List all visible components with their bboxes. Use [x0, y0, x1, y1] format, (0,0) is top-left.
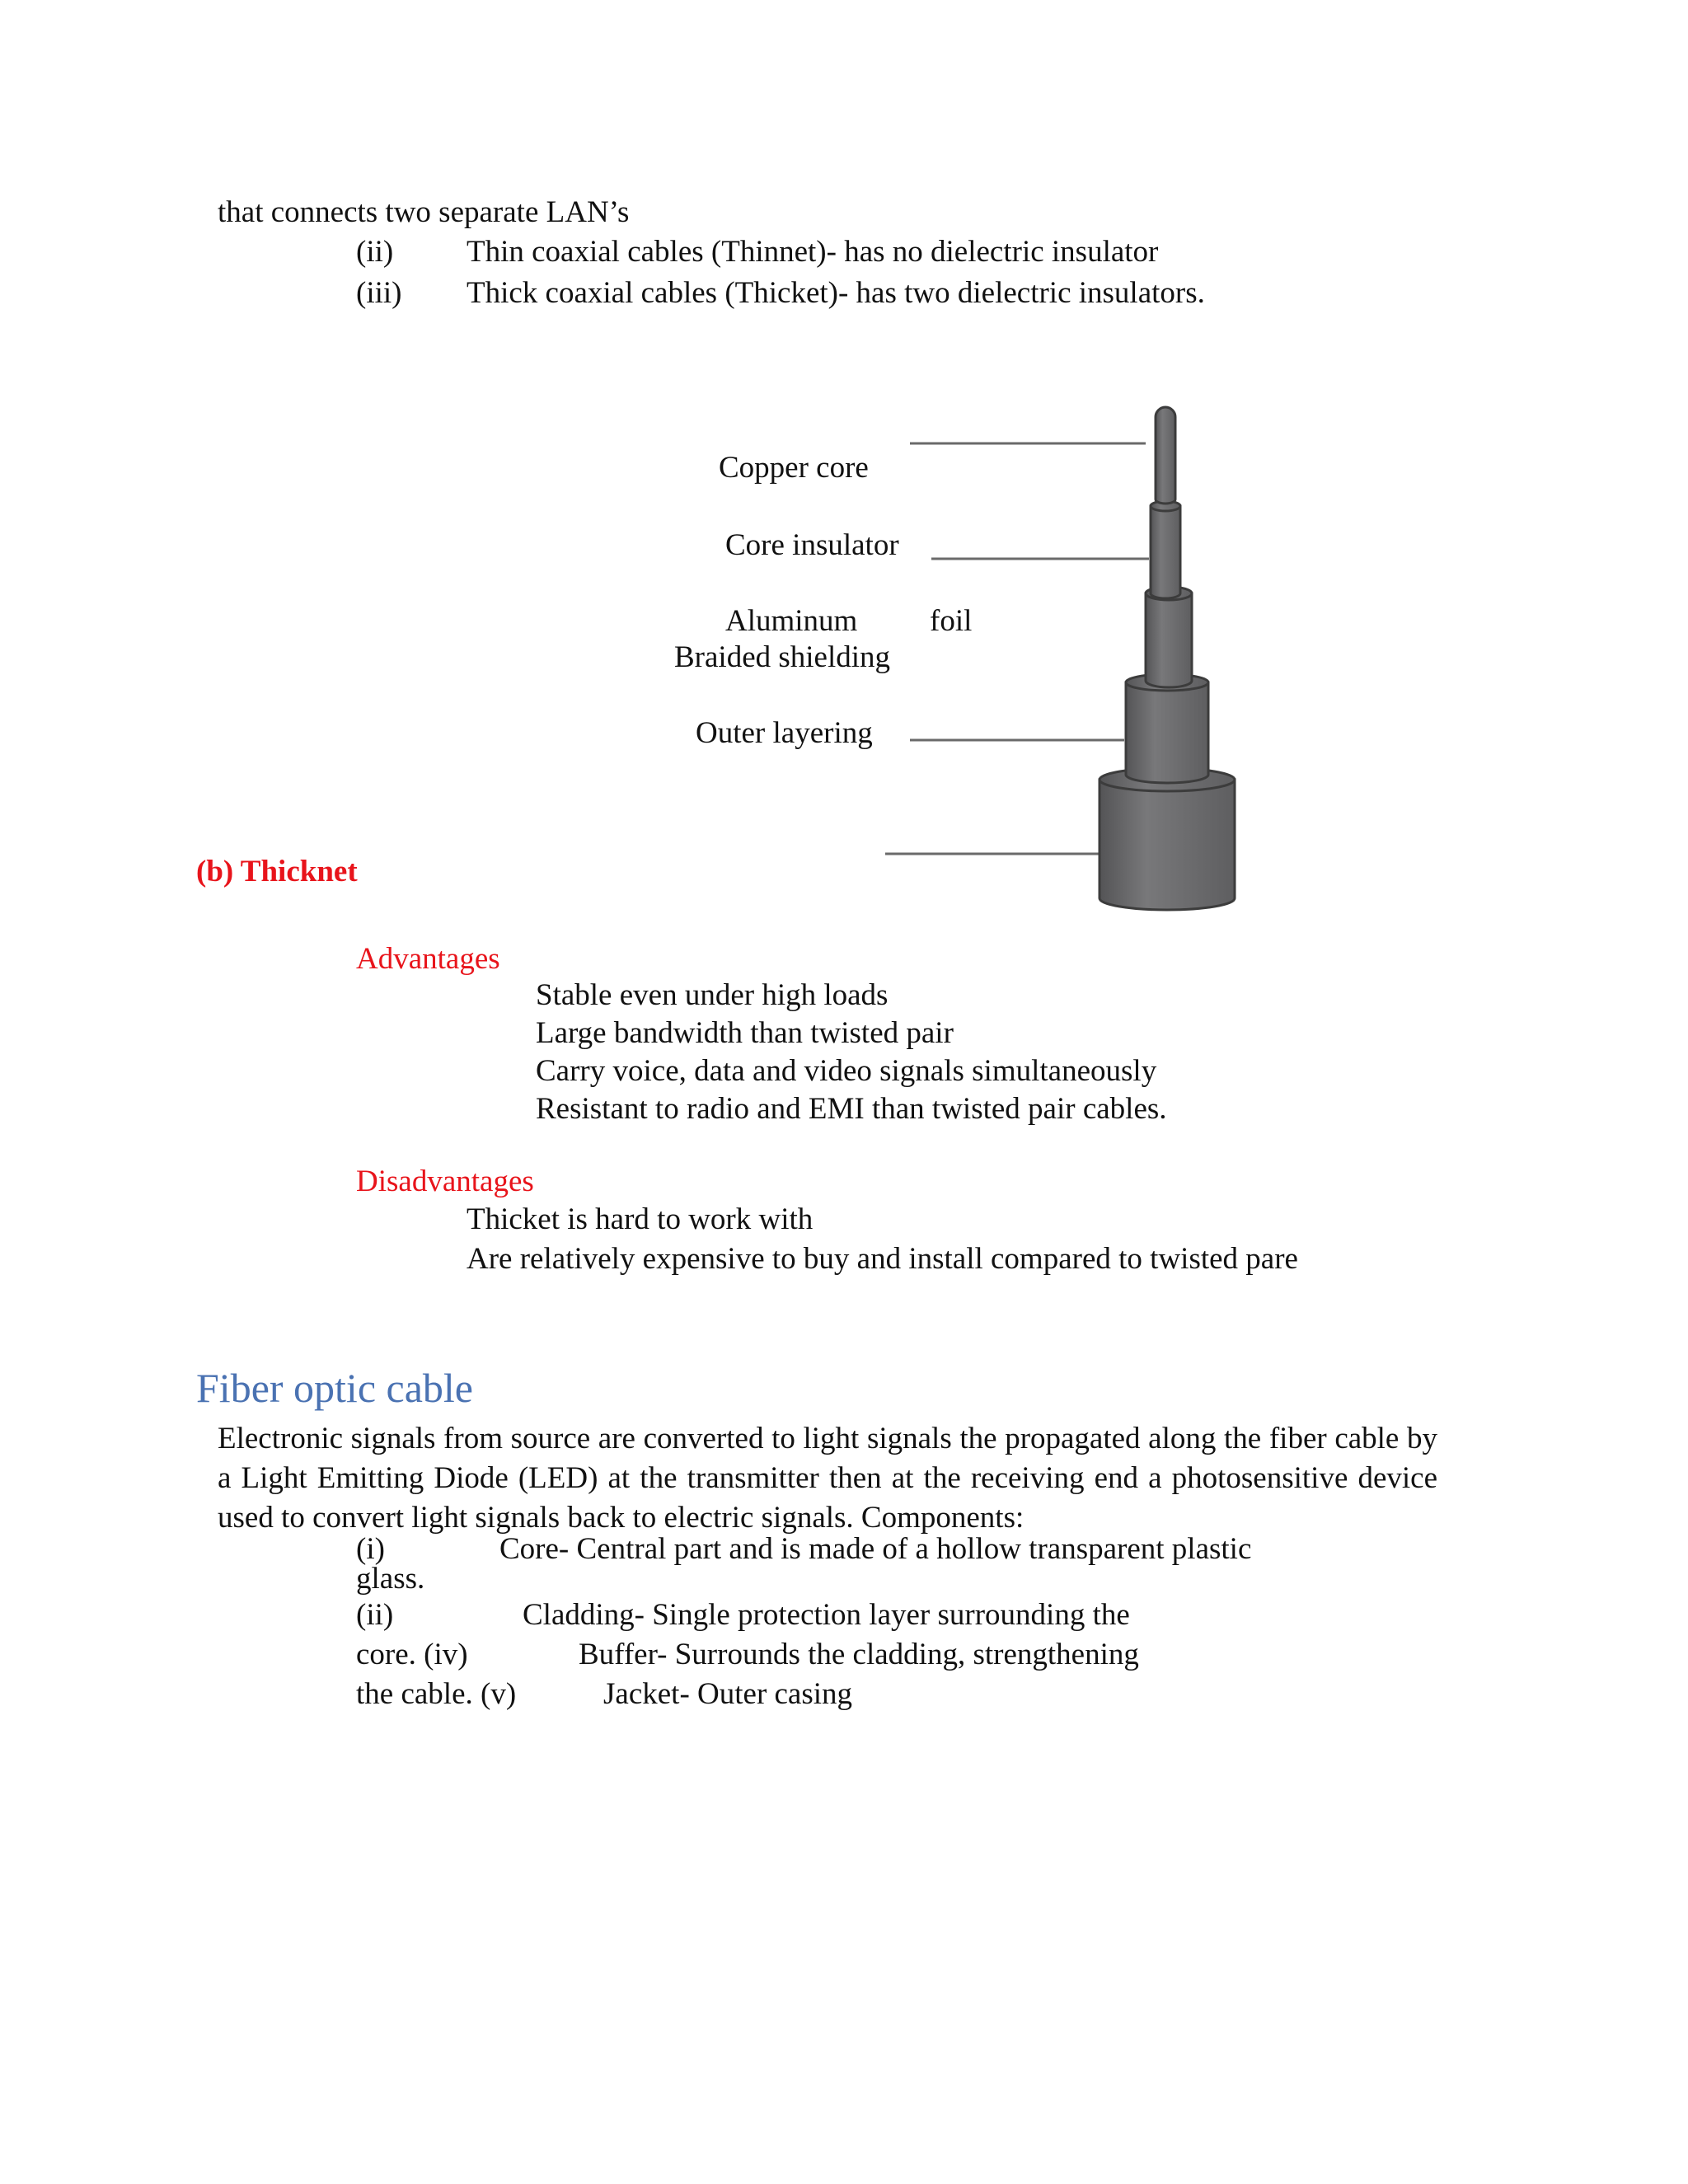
- component-num: (i): [356, 1532, 385, 1566]
- disadvantages-title: Disadvantages: [356, 1165, 534, 1198]
- component-text: Core- Central part and is made of a hollow transparent plastic: [499, 1532, 1252, 1566]
- advantage-item: Stable even under high loads: [536, 978, 889, 1012]
- braided-shielding-cylinder: [1126, 674, 1208, 783]
- core-insulator-cylinder: [1151, 501, 1180, 598]
- component-text: glass.: [356, 1562, 425, 1596]
- advantage-item: Large bandwidth than twisted pair: [536, 1016, 954, 1050]
- aluminum-foil-cylinder: [1146, 587, 1192, 687]
- component-text: Jacket- Outer casing: [603, 1677, 853, 1711]
- fiber-heading: Fiber optic cable: [196, 1365, 473, 1411]
- component-num: the cable. (v): [356, 1677, 517, 1711]
- advantage-item: Carry voice, data and video signals simultaneously: [536, 1054, 1157, 1088]
- label-aluminum: Aluminum: [725, 604, 858, 638]
- intro-item-num: (iii): [356, 276, 402, 310]
- copper-core-cylinder: [1156, 407, 1175, 504]
- component-num: (ii): [356, 1598, 394, 1632]
- label-foil: foil: [930, 604, 973, 638]
- component-text: Cladding- Single protection layer surrounding the: [523, 1598, 1130, 1632]
- label-braided-shielding: Braided shielding: [674, 640, 891, 674]
- component-num: core. (iv): [356, 1638, 468, 1671]
- intro-item-num: (ii): [356, 235, 394, 269]
- advantages-title: Advantages: [356, 942, 500, 976]
- thicknet-heading: (b) Thicknet: [196, 855, 358, 888]
- disadvantage-item: Are relatively expensive to buy and install compared to twisted pare: [467, 1242, 1298, 1276]
- disadvantage-item: Thicket is hard to work with: [467, 1202, 814, 1236]
- outer-layer-cylinder: [1100, 768, 1235, 910]
- fiber-paragraph: Electronic signals from source are converted to light signals the propagated along the fiber cable by a Light Emitting Diode (LED) at the transmitter then at the receiving end a photosensitive device used to convert light signals back to electric signals. Components:: [218, 1422, 1437, 1535]
- intro-item-text: Thick coaxial cables (Thicket)- has two dielectric insulators.: [467, 276, 1205, 310]
- label-core-insulator: Core insulator: [725, 528, 899, 562]
- advantage-item: Resistant to radio and EMI than twisted pair cables.: [536, 1092, 1167, 1126]
- intro-line: that connects two separate LAN’s: [218, 195, 630, 229]
- intro-item-text: Thin coaxial cables (Thinnet)- has no dielectric insulator: [467, 235, 1159, 269]
- label-outer-layering: Outer layering: [696, 716, 873, 750]
- component-text: Buffer- Surrounds the cladding, strengthening: [579, 1638, 1139, 1671]
- label-copper-core: Copper core: [719, 451, 869, 485]
